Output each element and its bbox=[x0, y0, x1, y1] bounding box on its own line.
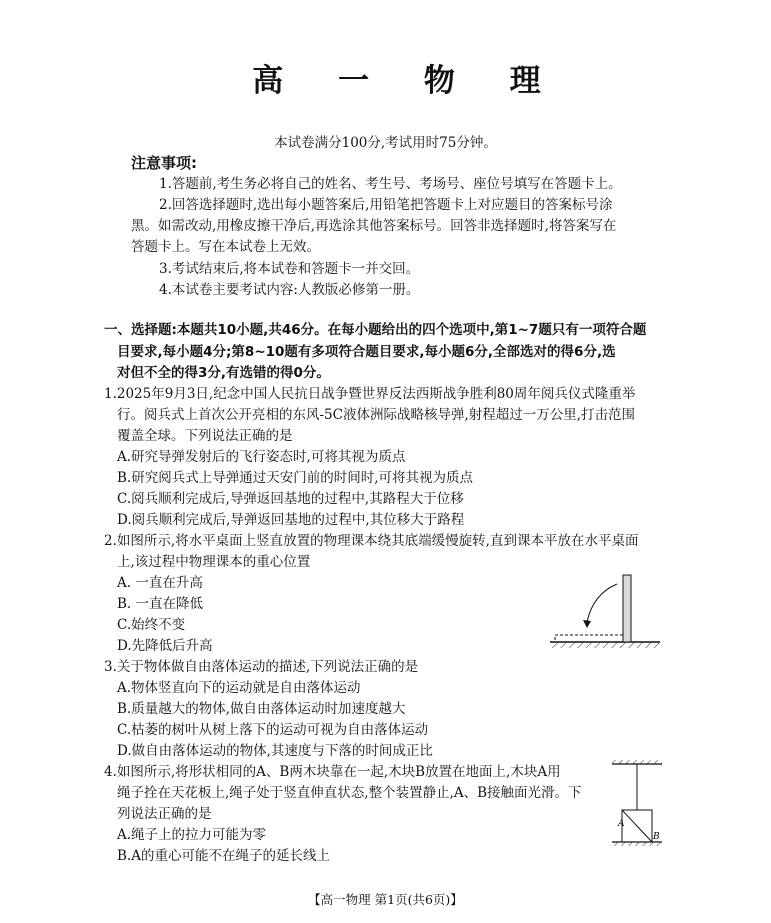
exam-info: 本试卷满分100分,考试用时75分钟。 bbox=[274, 135, 497, 151]
page-footer: 【高一物理 第1页(共6页)】 bbox=[308, 892, 463, 907]
q2-stem-line-2: 上,该过程中物理课本的重心位置 bbox=[117, 554, 311, 570]
q1-stem-line-1: 1.2025年9月3日,纪念中国人民抗日战争暨世界反法西斯战争胜利80周年阅兵仪式隆重举 bbox=[104, 386, 636, 402]
notice-line-5: 3.考试结束后,将本试卷和答题卡一并交回。 bbox=[159, 261, 420, 277]
q2-option-d: D.先降低后升高 bbox=[117, 638, 213, 654]
q4-label-a: A bbox=[618, 819, 625, 829]
q2-book-rotation-figure bbox=[545, 570, 665, 654]
q4-blocks-figure bbox=[608, 760, 666, 856]
q2-stem-line-1: 2.如图所示,将水平桌面上竖直放置的物理课本绕其底端缓慢旋转,直到课本平放在水平桌面 bbox=[104, 533, 639, 549]
q4-stem-line-2: 绳子拴在天花板上,绳子处于竖直伸直状态,整个装置静止,A、B接触面光滑。下 bbox=[117, 785, 582, 801]
q1-stem-line-2: 行。阅兵式上首次公开亮相的东风-5C液体洲际战略核导弹,射程超过一万公里,打击范围 bbox=[117, 407, 636, 423]
section-heading-line-2: 目要求,每小题4分;第8~10题有多项符合题目要求,每小题6分,全部选对的得6分,选 bbox=[117, 344, 616, 360]
q4-stem-line-1: 4.如图所示,将形状相同的A、B两木块靠在一起,木块B放置在地面上,木块A用 bbox=[104, 764, 561, 780]
notice-line-6: 4.本试卷主要考试内容:人教版必修第一册。 bbox=[159, 282, 420, 298]
notice-line-2: 2.回答选择题时,选出每小题答案后,用铅笔把答题卡上对应题目的答案标号涂 bbox=[159, 197, 613, 213]
q4-option-a: A.绳子上的拉力可能为零 bbox=[117, 827, 267, 843]
q3-option-d: D.做自由落体运动的物体,其速度与下落的时间成正比 bbox=[117, 743, 433, 759]
q1-option-b: B.研究阅兵式上导弹通过天安门前的时间时,可将其视为质点 bbox=[117, 470, 474, 486]
notice-line-4: 答题卡上。写在本试卷上无效。 bbox=[131, 239, 320, 255]
page-title: 高 一 物 理 bbox=[252, 63, 563, 99]
section-heading-line-3: 对但不全的得3分,有选错的得0分。 bbox=[117, 365, 330, 381]
q3-option-c: C.枯萎的树叶从树上落下的运动可视为自由落体运动 bbox=[117, 722, 429, 738]
q3-stem-line-1: 3.关于物体做自由落体运动的描述,下列说法正确的是 bbox=[104, 659, 419, 675]
q4-option-b: B.A的重心可能不在绳子的延长线上 bbox=[117, 848, 330, 864]
q1-option-d: D.阅兵顺利完成后,导弹返回基地的过程中,其位移大于路程 bbox=[117, 512, 465, 528]
notice-line-1: 1.答题前,考生务必将自己的姓名、考生号、考场号、座位号填写在答题卡上。 bbox=[159, 176, 622, 192]
q3-option-a: A.物体竖直向下的运动就是自由落体运动 bbox=[117, 680, 361, 696]
notice-line-3: 黑。如需改动,用橡皮擦干净后,再选涂其他答案标号。回答非选择题时,将答案写在 bbox=[131, 218, 617, 234]
notice-heading: 注意事项: bbox=[131, 154, 197, 172]
q1-option-c: C.阅兵顺利完成后,导弹返回基地的过程中,其路程大于位移 bbox=[117, 491, 464, 507]
section-heading-line-1: 一、选择题:本题共10小题,共46分。在每小题给出的四个选项中,第1~7题只有一项符合题 bbox=[104, 322, 647, 338]
q3-option-b: B.质量越大的物体,做自由落体运动时加速度越大 bbox=[117, 701, 406, 717]
q2-option-b: B. 一直在降低 bbox=[117, 596, 204, 612]
q1-option-a: A.研究导弹发射后的飞行姿态时,可将其视为质点 bbox=[117, 449, 406, 465]
q2-option-a: A. 一直在升高 bbox=[117, 575, 203, 591]
q4-label-b: B bbox=[653, 832, 660, 842]
q1-stem-line-3: 覆盖全球。下列说法正确的是 bbox=[117, 428, 293, 444]
q4-stem-line-3: 列说法正确的是 bbox=[117, 806, 212, 822]
q2-option-c: C.始终不变 bbox=[117, 617, 186, 633]
